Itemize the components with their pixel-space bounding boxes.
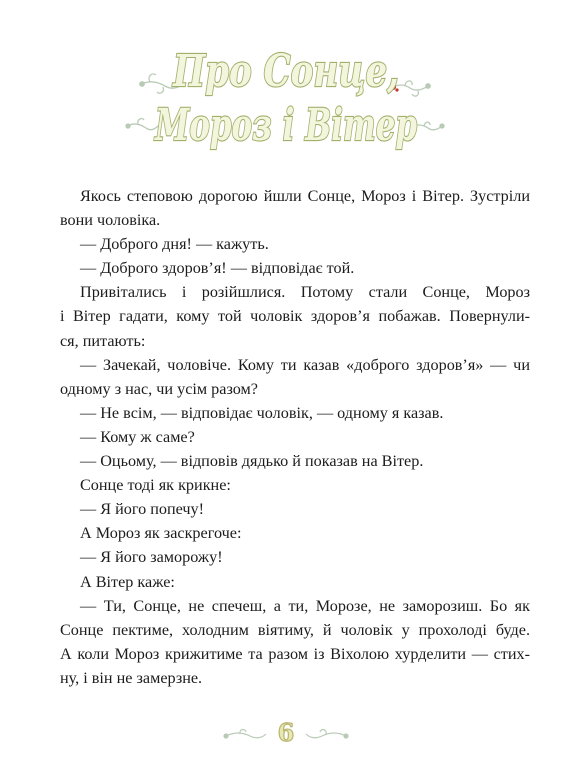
text-line: — Зачекай, чоловіче. Кому ти казав «доброго здоров’я» — чи [80, 355, 530, 374]
text-line: — Доброго здоров’я! — відповідає той. [80, 259, 355, 278]
text-line: — Кому ж саме? [80, 427, 195, 446]
title-line-1: Про Сонце, [171, 46, 399, 97]
title-ornament [0, 40, 572, 160]
text-line: Сонце пектиме, холодним віятиму, й чоловік у прохолоді буде. [60, 620, 530, 639]
page-number: 6 [277, 718, 295, 747]
story-title [0, 40, 572, 160]
text-line: — Оцьому, — відповів дядько й показав на Вітер. [80, 452, 424, 471]
title-line-2: Мороз і Вітер [153, 100, 418, 151]
story-text [60, 184, 530, 690]
text-line: одному з нас, чи усім разом? [60, 379, 258, 398]
text-line: — Я його попечу! [80, 500, 205, 519]
page-footer [0, 716, 572, 752]
text-line: і Вітер гадати, кому той чоловік здоров’я побажав. Повернули- [60, 307, 530, 326]
footer-left-vine-ornament [224, 730, 266, 738]
text-line: Якось степовою дорогою йшли Сонце, Мороз і Вітер. Зустріли [80, 187, 530, 205]
lower-left-vine-ornament [126, 119, 158, 130]
text-line: А Мороз як заскрегоче: [80, 524, 242, 543]
text-line: — Ти, Сонце, не спечеш, а ти, Морозе, не заморозиш. Бо як [80, 596, 530, 615]
footer-right-vine-ornament [306, 730, 348, 738]
text-line: — Доброго дня! — кажуть. [80, 235, 269, 254]
text-line: Сонце тоді як крикне: [80, 476, 231, 495]
text-line: вони чоловіка. [60, 211, 161, 230]
text-line: А коли Мороз крижитиме та разом із Віхолою хурделити — стих- [60, 644, 530, 663]
text-line: — Не всім, — відповідає чоловік, — одному я казав. [80, 403, 444, 422]
text-line: ся, питають: [60, 331, 146, 350]
text-line: А Вітер каже: [80, 572, 175, 591]
text-line: Привітались і розійшлися. Потому стали Сонце, Мороз [80, 283, 530, 302]
text-line: — Я його заморожу! [80, 548, 223, 567]
text-line: ну, і він не замерзне. [60, 668, 203, 687]
